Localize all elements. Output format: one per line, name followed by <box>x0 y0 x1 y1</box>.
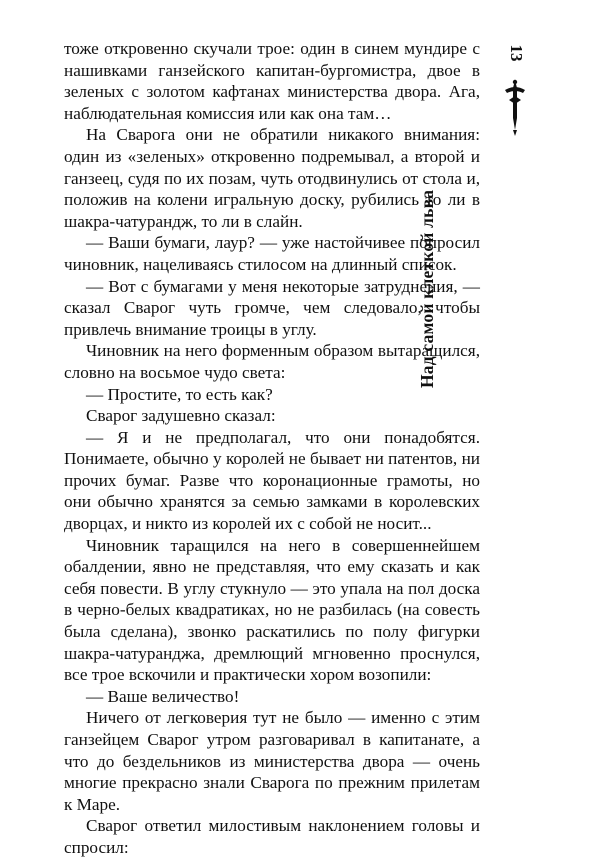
paragraph: — Ваше величество! <box>86 686 240 706</box>
margin-column <box>416 38 538 458</box>
body-text <box>64 38 480 859</box>
paragraph: На Сварога они не обратили никакого внимания: один из «зеленых» откровенно подремывал, а второй и ганзеец, судя по их позам, чуть отодвинулись от стола и, положив на колени игральную доску, рубились то ли в шакра-чатурандж, то ли в слайн. <box>64 125 480 231</box>
paragraph: — Я и не предполагал, что они понадобятся. Понимаете, обычно у королей не бывает ни патентов, ни прочих бумаг. Разве что коронационные грамоты, но они обычно хранятся за семью замками в королевских дворцах, и никто из королей их с собой не носит... <box>64 427 480 534</box>
paragraph: — Вот с бумагами у меня некоторые затруднения, — сказал Сварог чуть громче, чем следовало, чтобы привлечь внимание троицы в углу. <box>64 276 480 339</box>
paragraph: Ничего от легковерия тут не было — именно с этим ганзейцем Сварог утром разговаривал в капитанате, а что до бездельников из министерства двора — очень многие прекрасно знали Сварога по прежним прилетам к Маре. <box>64 708 480 814</box>
paragraph: Сварог задушевно сказал: <box>86 406 276 426</box>
page-number: 13 <box>507 44 526 62</box>
paragraph: тоже откровенно скучали трое: один в синем мундире с нашивками ганзейского капитан-бургомистра, двое в зеленых с золотом кафтанах министерства двора. Ага, наблюдательная комиссия или как она там… <box>64 39 480 123</box>
dagger-ornament-icon <box>500 78 530 138</box>
paragraph: Сварог ответил милостивым наклонением головы и спросил: <box>64 816 480 857</box>
paragraph: — Простите, то есть как? <box>86 384 273 404</box>
paragraph: — Ваши бумаги, лаур? — уже настойчивее попросил чиновник, нацеливаясь стилосом на длинный список. <box>64 233 480 274</box>
paragraph: Чиновник на него форменным образом вытаращился, словно на восьмое чудо света: <box>64 341 480 382</box>
running-title-text: Над самой клеткой льва <box>416 189 437 388</box>
paragraph: Чиновник таращился на него в совершеннейшем обалдении, явно не представляя, что ему сказать и как себя повести. В углу стукнуло — это упала на пол доска в черно-белых квадратиках, но не разбилась (на совесть была сделана), звонко раскатились по полу фигурки шакра-чатуранджа, дремлющий мгновенно проснулся, все трое вскочили и практически хором возопили: <box>64 535 480 685</box>
